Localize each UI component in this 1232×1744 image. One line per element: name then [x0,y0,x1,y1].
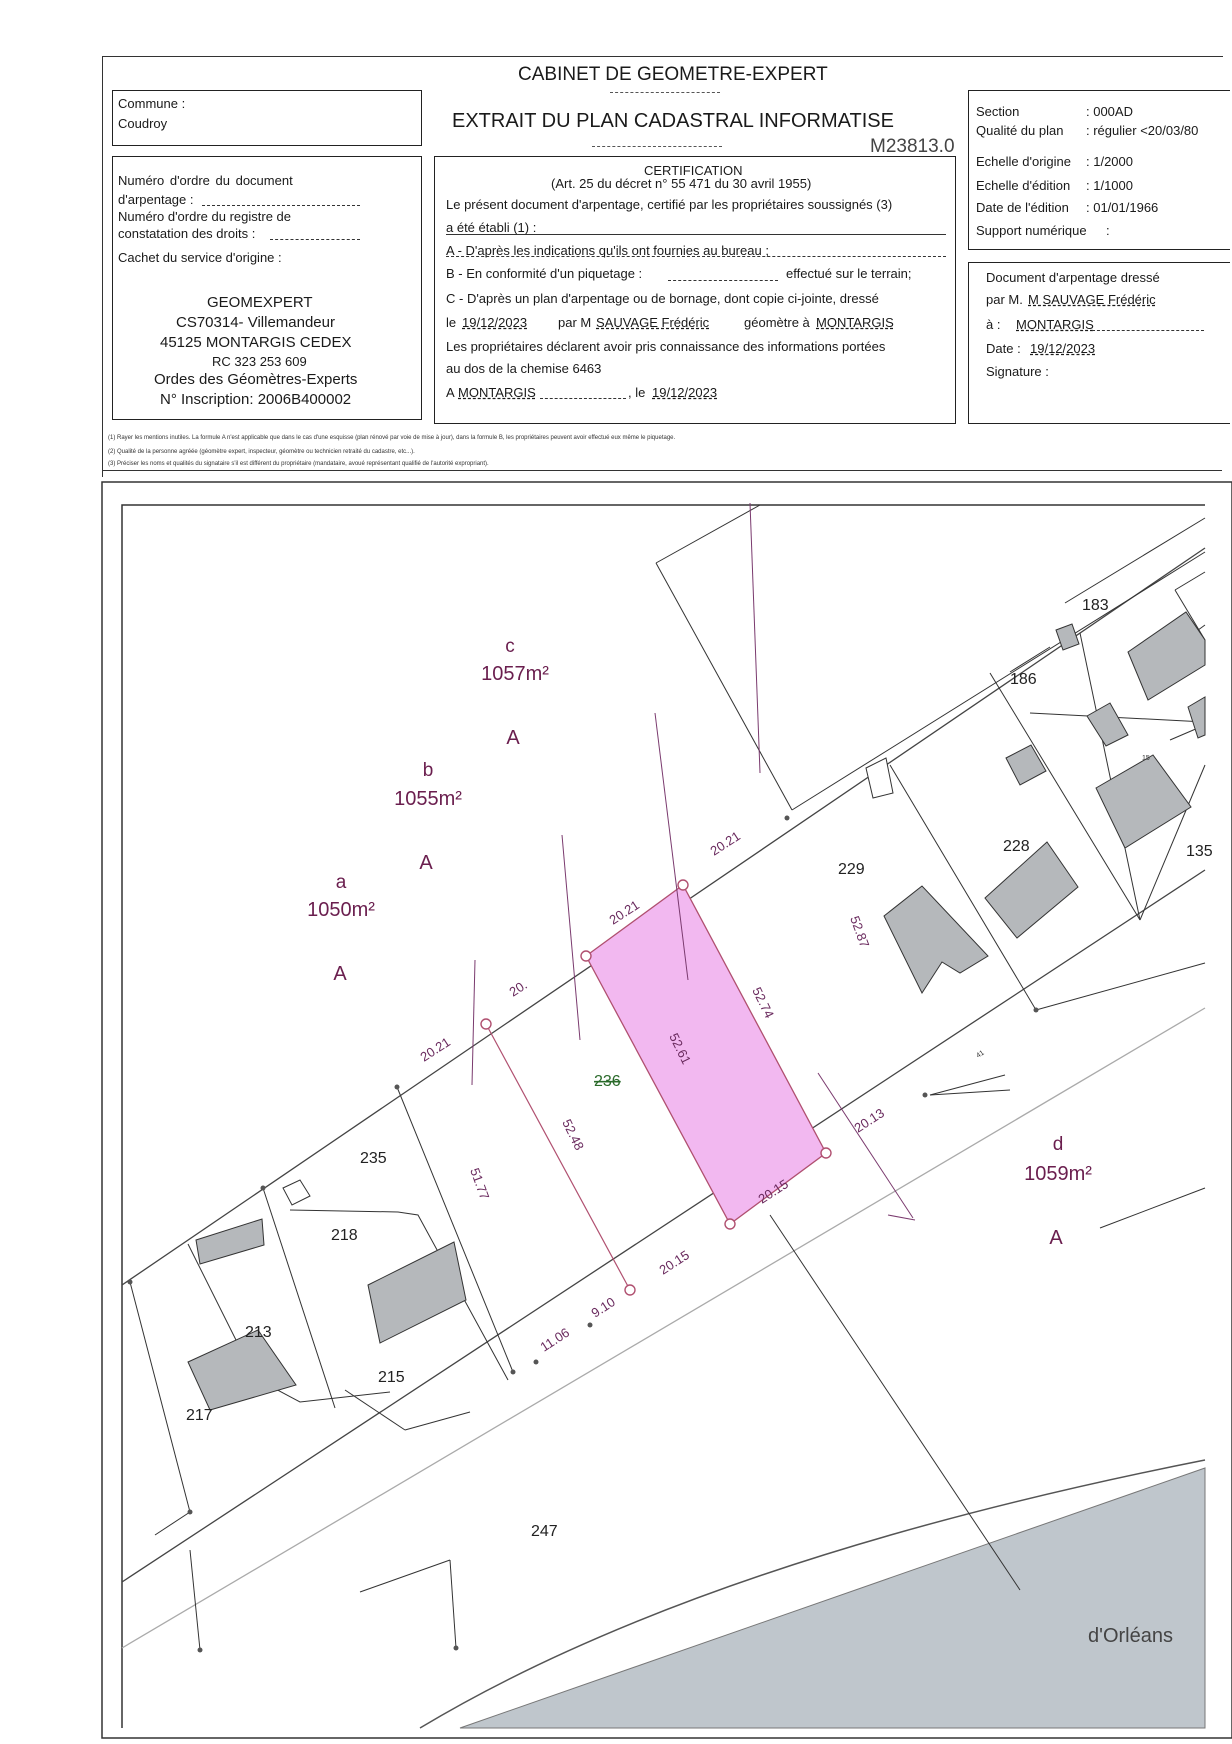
echelle-origine-label: Echelle d'origine [976,154,1071,169]
dim-north-1: 20.21 [707,828,743,859]
echelle-edition-value: : 1/1000 [1086,178,1133,193]
parcel-183: 183 [1082,597,1109,614]
dim-left-side: 52.48 [559,1116,588,1153]
origin-line4: constatation des droits : [118,226,256,241]
lot-d-class: A [1049,1227,1063,1249]
lot-d-area: 1059m² [1024,1163,1092,1185]
lot-b-letter: b [422,760,434,781]
dim-north-2: 20.21 [606,897,642,928]
company-rc: RC 323 253 609 [212,354,307,369]
parcel-186: 186 [1010,671,1037,688]
doc-date-label: Date : [986,341,1021,356]
origin-line1: Numéro d'ordre du document [118,173,293,188]
cert-name: SAUVAGE Frédéric [596,315,710,330]
dim-right-side: 52.74 [749,984,778,1021]
doc-signature-label: Signature : [986,364,1049,379]
echelle-origine-value: : 1/2000 [1086,154,1133,169]
road-name: d'Orléans [1088,1625,1173,1647]
origin-line2: d'arpentage : [118,192,194,207]
parcel-217: 217 [186,1407,213,1424]
cert-line-a: A - D'après les indications qu'ils ont fournies au bureau ; [446,243,769,258]
cert-line-c: C - D'après un plan d'arpentage ou de bornage, dont copie ci-jointe, dressé [446,291,879,306]
cert-geometre: géomètre à [744,315,810,330]
company-inscription: N° Inscription: 2006B400002 [160,391,352,408]
date-edition-label: Date de l'édition [976,200,1069,215]
origin-line5: Cachet du service d'origine : [118,250,282,265]
cert-a: A [446,385,455,400]
dim-north-3: 20. [506,977,530,1000]
echelle-edition-label: Echelle d'édition [976,178,1071,193]
footnote-1: (1) Rayer les mentions inutiles. La formule A n'est applicable que dans le cas d'une esquisse (plan rénové par voie de mise à jour), dans la formule B, les propriétaires peuvent avoir effectué eux même le piquetage. [108,435,676,441]
dim-parcel-235: 51.77 [467,1165,493,1202]
cert-date1: 19/12/2023 [462,315,528,330]
footnote-2: (2) Qualité de la personne agréée (géomètre expert, inspecteur, géomètre ou technicien retraité du cadastre, etc...). [108,449,415,455]
support-value: : [1106,223,1110,238]
cert-le2: , le [628,385,646,400]
doc-date-value: 19/12/2023 [1030,341,1096,356]
certification-decree: (Art. 25 du décret n° 55 471 du 30 avril 1955) [551,176,812,191]
dim-south-1: 20.15 [755,1176,791,1207]
parcel-236: 236 [594,1073,621,1090]
cert-a-city: MONTARGIS [458,385,536,400]
lot-d-letter: d [1052,1134,1064,1155]
dim-south-4: 11.06 [537,1324,573,1355]
parcel-boundary-left [486,1024,630,1290]
doc-par-value: M SAUVAGE Frédéric [1028,292,1156,307]
doc-a-value: MONTARGIS [1016,317,1094,332]
parcel-135: 135 [1186,843,1213,860]
commune-value: Coudroy [118,116,168,131]
lower-band [460,1468,1205,1728]
lot-a-area: 1050m² [307,899,375,921]
company-address1: CS70314- Villemandeur [176,314,335,331]
dim-east: 20.13 [851,1105,887,1136]
quality-value: : régulier <20/03/80 [1086,123,1199,138]
dim-parcel-229: 52.87 [847,913,873,950]
doc-par-label: par M. [986,292,1023,307]
cert-line-b1: B - En conformité d'un piquetage : [446,266,643,281]
cabinet-title: CABINET DE GEOMETRE-EXPERT [518,64,828,85]
southern-parcels [130,1087,513,1650]
section-value: : 000AD [1086,104,1133,119]
cert-par: par M [558,315,592,330]
cert-date2: 19/12/2023 [652,385,718,400]
company-ordre: Ordes des Géomètres-Experts [154,371,358,388]
lot-c-letter: c [505,636,515,657]
date-edition-value: : 01/01/1966 [1086,200,1159,215]
parcel-228: 228 [1003,838,1030,855]
cert-prop2: au dos de la chemise 6463 [446,361,602,376]
cert-line1: Le présent document d'arpentage, certifié par les propriétaires soussignés (3) [446,197,893,212]
parcel-215: 215 [378,1369,405,1386]
cert-le: le [446,315,457,330]
lot-c-area: 1057m² [481,663,549,685]
dim-south-2: 20.15 [656,1247,692,1278]
parcel-229: 229 [838,861,865,878]
lot-b-area: 1055m² [394,788,462,810]
parcel-247: 247 [531,1523,558,1540]
highlighted-parcel [586,885,826,1224]
small-label-41: 41 [975,1049,986,1060]
commune-label: Commune : [118,96,186,111]
company-address2: 45125 MONTARGIS CEDEX [160,334,352,351]
cert-prop1: Les propriétaires déclarent avoir pris connaissance des informations portées [446,339,886,354]
dim-south-3: 9.10 [588,1294,618,1321]
company-name: GEOMEXPERT [207,294,313,311]
dim-center: 52.61 [666,1030,695,1067]
lot-c-class: A [506,727,520,749]
parcel-218: 218 [331,1227,358,1244]
support-label: Support numérique [976,223,1087,238]
footnote-3: (3) Préciser les noms et qualités du signataire s'il est différent du propriétaire (mandataire, avoué représentant qualifié de l'autorité expropriant). [108,461,489,467]
extrait-title: EXTRAIT DU PLAN CADASTRAL INFORMATISE [452,110,894,132]
cert-line2: a été établi (1) : [446,220,537,235]
quality-label: Qualité du plan [976,123,1064,138]
lot-a-class: A [333,963,347,985]
document-reference: M23813.0 [870,136,955,157]
dim-north-4: 20.21 [417,1034,453,1065]
parcel-235: 235 [360,1150,387,1167]
cert-city: MONTARGIS [816,315,894,330]
lot-a-letter: a [335,872,347,893]
small-label-15: 15 [1142,755,1150,762]
doc-line1: Document d'arpentage dressé [986,270,1160,285]
cert-line-b2: effectué sur le terrain; [786,266,912,281]
parcel-213: 213 [245,1324,272,1341]
certification-title: CERTIFICATION [644,163,743,178]
lot-b-class: A [419,852,433,874]
doc-a-label: à : [986,317,1001,332]
section-label: Section [976,104,1020,119]
origin-line3: Numéro d'ordre du registre de [118,209,292,224]
